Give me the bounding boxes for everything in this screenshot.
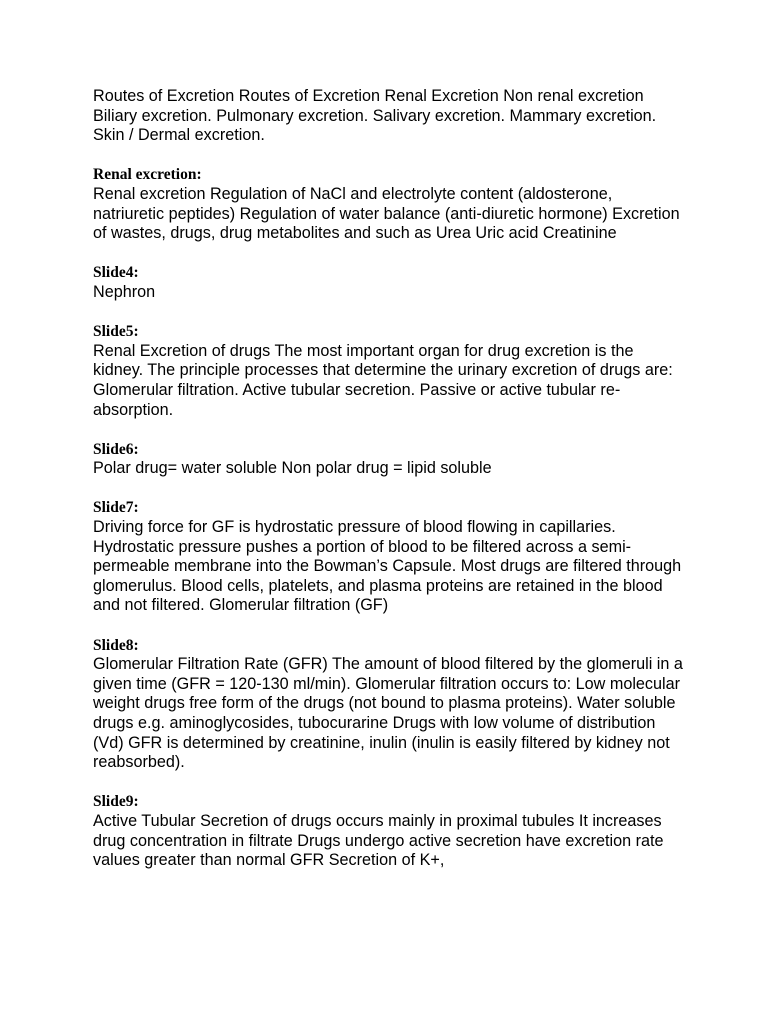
section-body: Polar drug= water soluble Non polar drug = lipid soluble	[93, 459, 492, 478]
section-heading: Slide4:	[93, 264, 139, 282]
section-heading: Slide5:	[93, 323, 139, 341]
section-slide6	[93, 440, 683, 479]
intro-paragraph: Routes of Excretion Routes of Excretion Renal Excretion Non renal excretion Biliary excretion. Pulmonary excretion. Salivary excretion. Mammary excretion. Skin / Dermal excretion.	[93, 87, 657, 145]
section-body: Driving force for GF is hydrostatic pressure of blood flowing in capillaries. Hydrostatic pressure pushes a portion of blood to be filtered across a semi-permeable membrane into the Bowman’s Capsule. Most drugs are filtered through glomerulus. Blood cells, platelets, and plasma proteins are retained in the blood and not filtered. Glomerular filtration (GF)	[93, 518, 682, 615]
section-slide5	[93, 322, 683, 420]
section-slide9	[93, 792, 683, 870]
section-heading: Slide8:	[93, 636, 139, 654]
section-body: Nephron	[93, 282, 156, 301]
section-body: Glomerular Filtration Rate (GFR) The amount of blood filtered by the glomeruli in a given time (GFR = 120-130 ml/min). Glomerular filtration occurs to: Low molecular weight drugs free form of the drugs (not bound to plasma proteins). Water soluble drugs e.g. aminoglycosides, tubocurarine Drugs with low volume of distribution (Vd) GFR is determined by creatinine, inulin (inulin is easily filtered by kidney not reabsorbed).	[93, 655, 683, 772]
section-body: Renal excretion Regulation of NaCl and electrolyte content (aldosterone, natriuretic peptides) Regulation of water balance (anti-diuretic hormone) Excretion of wastes, drugs, drug metabolites and such as Urea Uric acid Creatinine	[93, 184, 680, 243]
document-page	[93, 87, 683, 871]
section-slide8	[93, 636, 683, 773]
section-heading: Renal excretion:	[93, 166, 202, 184]
section-body: Renal Excretion of drugs The most important organ for drug excretion is the kidney. The principle processes that determine the urinary excretion of drugs are: Glomerular filtration. Active tubular secretion. Passive or active tubular re-absorption.	[93, 341, 673, 419]
section-body: Active Tubular Secretion of drugs occurs mainly in proximal tubules It increases drug concentration in filtrate Drugs undergo active secretion have excretion rate values greater than normal GFR Secretion of K+,	[93, 811, 664, 870]
section-slide7	[93, 498, 683, 616]
section-slide4	[93, 263, 683, 302]
section-heading: Slide7:	[93, 499, 139, 517]
section-heading: Slide6:	[93, 440, 139, 458]
section-renal-excretion	[93, 165, 683, 243]
section-heading: Slide9:	[93, 793, 139, 811]
